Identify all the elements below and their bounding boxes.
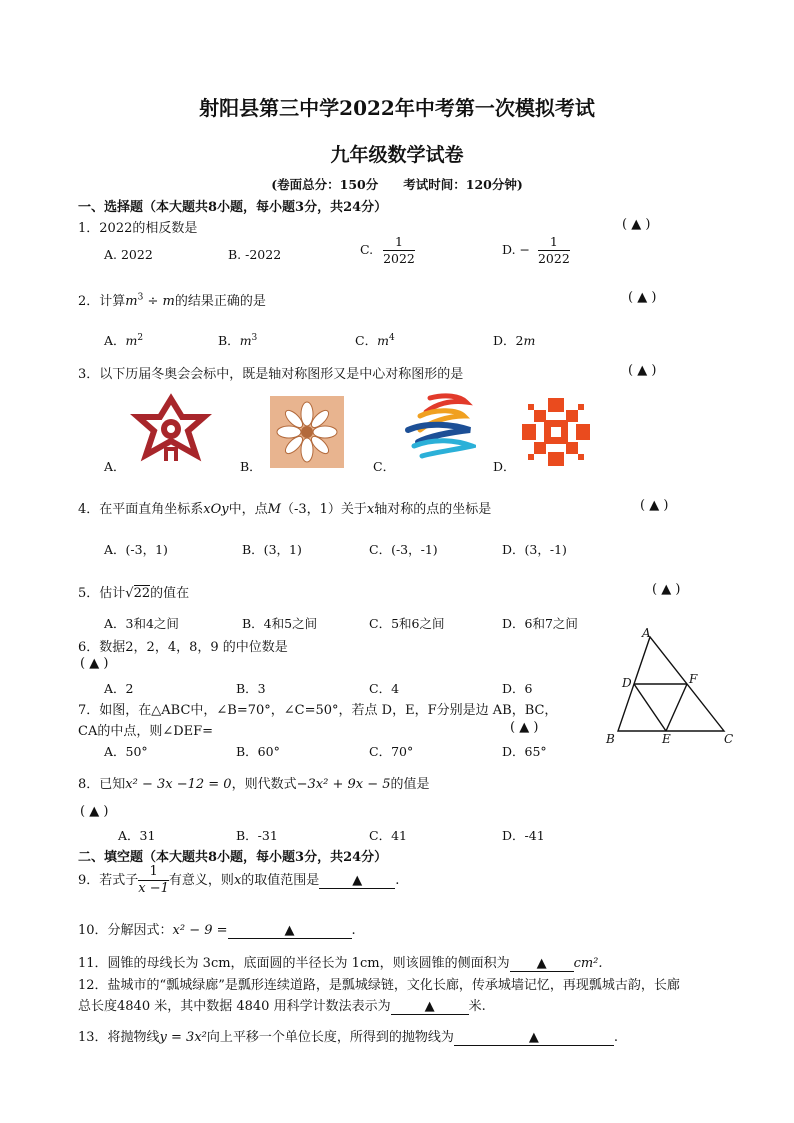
- q5-option-b: B．4和5之间: [242, 616, 318, 631]
- q2-pre: 2．计算: [78, 294, 126, 309]
- q2-option-c: [355, 331, 395, 349]
- q1-c-num: 1: [383, 234, 415, 251]
- answer-blank[interactable]: ▲: [454, 1030, 614, 1046]
- label-b: B: [606, 732, 615, 746]
- q2-option-b: [218, 331, 257, 349]
- q10-pre: 10．分解因式：: [78, 923, 173, 938]
- q2-c-label: C．: [355, 333, 378, 348]
- q2-b-label: B．: [218, 333, 240, 348]
- answer-mark: ( ▲ ): [622, 217, 651, 232]
- q4-post: （-3，1）关于: [280, 502, 367, 517]
- exam-info: (卷面总分：150分 考试时间：120分钟): [271, 177, 523, 192]
- q4-end: 轴对称的点的坐标是: [374, 502, 492, 517]
- q2-d-label: D．2: [493, 333, 524, 348]
- q13-pre: 13．将抛物线: [78, 1030, 160, 1045]
- q1-d-label: D. −: [502, 242, 530, 257]
- q3-option-b: B．: [240, 459, 262, 474]
- q5-radicand: 22: [133, 586, 151, 601]
- q9-var: x: [233, 873, 242, 888]
- ribbon-logo-icon: [400, 390, 476, 464]
- exam-title: 射阳县第三中学2022年中考第一次模拟考试: [199, 96, 595, 120]
- q3-option-d: D．: [493, 459, 516, 474]
- question-4-stem: [78, 498, 491, 517]
- q4-option-a: A．(-3，1): [104, 542, 168, 557]
- q6-option-a: A．2: [104, 681, 134, 696]
- q4-option-c: C．(-3，-1): [369, 542, 438, 557]
- question-7-line1: 7．如图，在△ABC中，∠B=70°，∠C=50°，若点 D，E，F分别是边 AB，BC，: [78, 703, 558, 718]
- q2-b-var: m: [239, 333, 252, 348]
- q2-c-exp: 4: [388, 332, 395, 343]
- exam-subtitle: 九年级数学试卷: [330, 144, 464, 166]
- answer-blank[interactable]: ▲: [510, 956, 574, 972]
- q2-a-label: A．: [104, 333, 126, 348]
- q8-option-d: D．-41: [502, 828, 545, 843]
- q4-x: x: [366, 502, 375, 517]
- q1-option-b: B. -2022: [228, 247, 282, 262]
- q4-option-b: B．(3，1): [242, 542, 302, 557]
- question-1-stem: 1．2022的相反数是: [78, 221, 198, 236]
- q6-option-c: C．4: [369, 681, 400, 696]
- q8-expression: −3x² + 9x − 5: [296, 777, 391, 792]
- q8-mid: ，则代数式: [231, 777, 297, 792]
- snowflake-flower-logo-icon: [270, 396, 344, 468]
- q2-post: 的结果正确的是: [174, 294, 266, 309]
- q4-pre: 4．在平面直角坐标系: [78, 502, 204, 517]
- q7-option-c: C．70°: [369, 744, 414, 759]
- q6-option-d: D．6: [502, 681, 533, 696]
- q8-option-b: B．-31: [236, 828, 278, 843]
- q3-option-a: A．: [104, 459, 126, 474]
- q2-d-var: m: [523, 333, 536, 348]
- q13-post: 向上平移一个单位长度，所得到的抛物线为: [206, 1030, 454, 1045]
- q1-c-den: 2022: [383, 251, 415, 266]
- question-12-line1: 12．盐城市的“瓢城绿廊”是瓢形连续道路，是瓢城绿链，文化长廊，传承城墙记忆，再现瓢城古韵，长廊: [78, 978, 680, 993]
- q9-pre: 9．若式子: [78, 873, 139, 888]
- answer-mark: ( ▲ ): [628, 363, 657, 378]
- q8-post: 的值是: [390, 777, 430, 792]
- q13-expr: y = 3x²: [159, 1030, 207, 1045]
- label-a: A: [642, 626, 651, 640]
- answer-blank[interactable]: ▲: [319, 873, 395, 889]
- question-13-stem: 13．将抛物线y = 3x²向上平移一个单位长度，所得到的抛物线为 ▲ .: [78, 1030, 619, 1045]
- q2-var: m: [125, 294, 138, 309]
- q2-a-exp: 2: [137, 332, 144, 343]
- answer-mark: ( ▲ ): [628, 290, 657, 305]
- question-10-stem: 10．分解因式：x² − 9 = ▲ .: [78, 923, 356, 938]
- q2-option-a: [104, 331, 143, 349]
- q5-pre: 5．估计: [78, 586, 126, 601]
- q8-option-c: C．41: [369, 828, 407, 843]
- answer-mark: ( ▲ ): [640, 498, 669, 513]
- triangle-figure: [600, 625, 740, 750]
- q1-d-num: 1: [538, 234, 570, 251]
- q7-option-b: B．60°: [236, 744, 280, 759]
- q8-equation: x² − 3x −12 = 0: [125, 777, 232, 792]
- q12-pre: 总长度4840 米，其中数据 4840 用科学计数法表示为: [78, 999, 391, 1014]
- q2-b-exp: 3: [251, 332, 258, 343]
- section-heading-choice: 一、选择题（本大题共8小题，每小题3分，共24分）: [78, 200, 388, 215]
- q5-post: 的值在: [150, 586, 190, 601]
- answer-mark: ( ▲ ): [80, 804, 109, 819]
- q2-a-var: m: [125, 333, 138, 348]
- q2-var2: m: [162, 294, 175, 309]
- answer-mark: ( ▲ ): [510, 720, 539, 735]
- q2-c-var: m: [377, 333, 389, 348]
- segment-ef: [666, 684, 687, 731]
- segment-de: [634, 684, 666, 731]
- knot-star-logo-icon: [130, 393, 212, 467]
- q12-unit: 米.: [468, 999, 486, 1014]
- q1-option-a: A. 2022: [104, 247, 153, 262]
- q10-expr: x² − 9 =: [172, 923, 228, 938]
- q7-option-a: A．50°: [104, 744, 148, 759]
- answer-blank[interactable]: ▲: [228, 923, 352, 939]
- question-8-stem: [78, 773, 430, 792]
- question-12-line2: [78, 995, 486, 1015]
- answer-mark: ( ▲ ): [652, 582, 681, 597]
- q1-option-d: [502, 234, 570, 267]
- q9-num: 1: [138, 864, 169, 881]
- question-5-stem: [78, 582, 189, 601]
- q4-xoy: xOy: [203, 502, 229, 517]
- q8-pre: 8．已知: [78, 777, 126, 792]
- q7-option-d: D．65°: [502, 744, 547, 759]
- q9-post: 的取值范围是: [241, 873, 320, 888]
- q2-exp: 3: [137, 292, 144, 303]
- question-11-stem: [78, 952, 603, 972]
- q1-d-den: 2022: [537, 251, 570, 266]
- q5-option-a: A．3和4之间: [104, 616, 179, 631]
- label-c: C: [724, 732, 734, 746]
- q5-option-c: C．5和6之间: [369, 616, 445, 631]
- q8-option-a: A．31: [118, 828, 156, 843]
- q1-c-label: C.: [360, 242, 374, 257]
- q6-option-b: B．3: [236, 681, 266, 696]
- answer-blank[interactable]: ▲: [391, 999, 469, 1015]
- q2-option-d: [493, 331, 535, 349]
- q11-unit: cm².: [573, 956, 603, 971]
- q2-div: ÷: [143, 294, 163, 309]
- q11-pre: 11．圆锥的母线长为 3cm，底面圆的半径长为 1cm，则该圆锥的侧面积为: [78, 956, 510, 971]
- q1-option-c: [360, 234, 415, 267]
- q9-den: x −1: [138, 881, 169, 896]
- q9-mid: 有意义，则: [168, 873, 234, 888]
- q4-mid: 中，点: [228, 502, 268, 517]
- label-e: E: [662, 732, 671, 746]
- q5-option-d: D．6和7之间: [502, 616, 578, 631]
- question-7-line2: CA的中点，则∠DEF=: [78, 724, 214, 739]
- q4-point: M: [267, 502, 281, 517]
- question-2-stem: [78, 290, 266, 309]
- question-9-stem: 9．若式子 $\frac{1}{x -1}$ 有意义，则x的取值范围是 ▲ .: [78, 864, 400, 896]
- question-6-stem: 6．数据2，2，4，8，9 的中位数是: [78, 640, 288, 655]
- snow-cross-logo-icon: [520, 396, 592, 468]
- label-f: F: [689, 672, 698, 686]
- q3-option-c: C．: [373, 459, 396, 474]
- q4-option-d: D．(3，-1): [502, 542, 567, 557]
- sqrt-sign: √: [125, 586, 134, 601]
- answer-mark: ( ▲ ): [80, 656, 109, 671]
- label-d: D: [622, 676, 632, 690]
- section-heading-fill: 二、填空题（本大题共8小题，每小题3分，共24分）: [78, 850, 388, 865]
- question-3-stem: 3．以下历届冬奥会会标中，既是轴对称图形又是中心对称图形的是: [78, 367, 464, 382]
